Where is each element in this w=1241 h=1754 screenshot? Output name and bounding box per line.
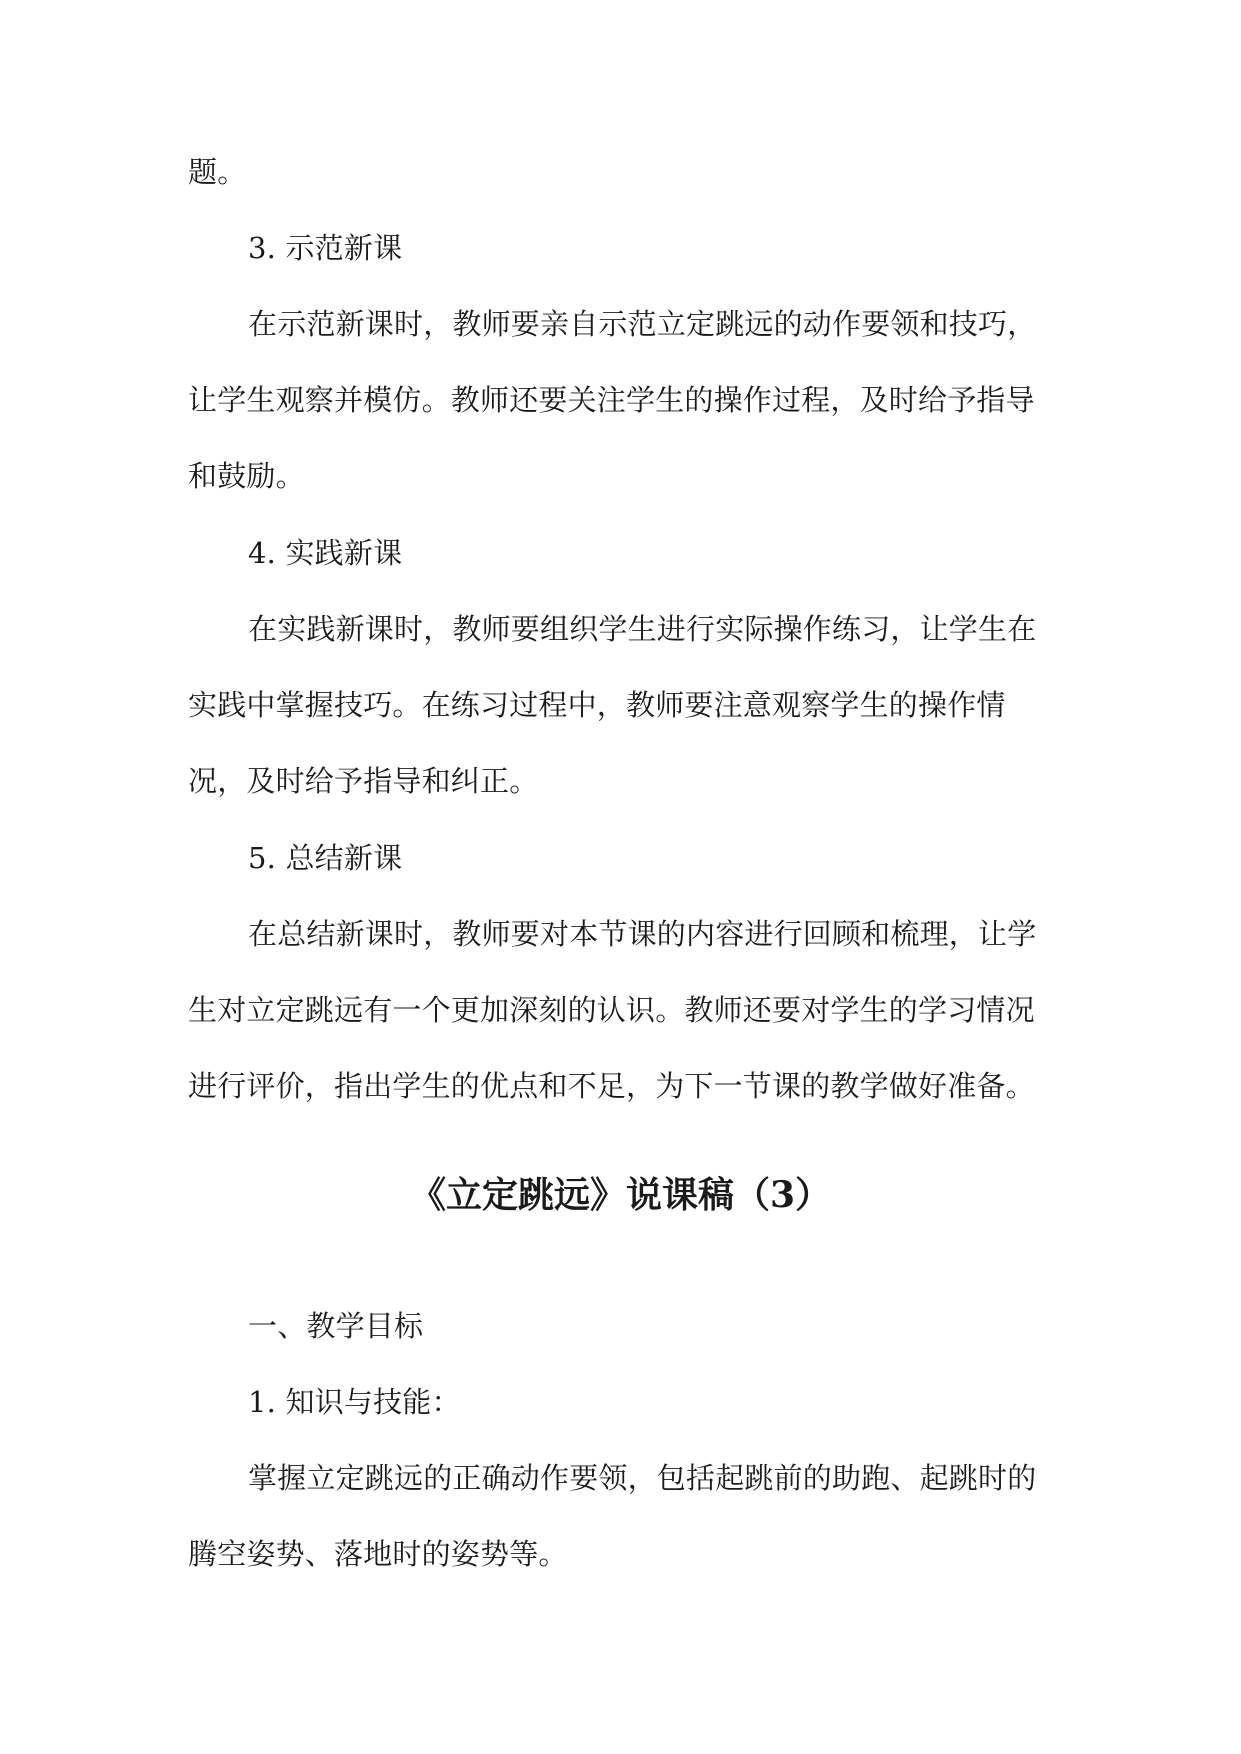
section-title: 《立定跳远》说课稿（3） <box>409 1174 832 1216</box>
paragraph-knowledge-skills: 掌握立定跳远的正确动作要领，包括起跳前的助跑、起跳时的腾空姿势、落地时的姿势等。 <box>188 1461 1037 1571</box>
paragraph-summarize-new-lesson: 在总结新课时，教师要对本节课的内容进行回顾和梳理，让学生对立定跳远有一个更加深刻的认识。教师还要对学生的学习情况进行评价，指出学生的优点和不足，为下一节课的教学做好准备。 <box>188 917 1037 1103</box>
subheading-knowledge-skills: 1. 知识与技能： <box>248 1385 461 1419</box>
subheading-summarize-new-lesson: 5. 总结新课 <box>248 841 403 875</box>
subheading-demonstrate-new-lesson: 3. 示范新课 <box>248 231 403 265</box>
heading-teaching-objectives: 一、教学目标 <box>248 1309 424 1343</box>
subheading-practice-new-lesson: 4. 实践新课 <box>248 536 403 570</box>
paragraph-practice-new-lesson: 在实践新课时，教师要组织学生进行实际操作练习，让学生在实践中掌握技巧。在练习过程中，教师要注意观察学生的操作情况，及时给予指导和纠正。 <box>188 612 1037 798</box>
paragraph-demonstrate-new-lesson: 在示范新课时，教师要亲自示范立定跳远的动作要领和技巧，让学生观察并模仿。教师还要关注学生的操作过程，及时给予指导和鼓励。 <box>188 307 1037 493</box>
paragraph-continuation: 题。 <box>188 155 247 189</box>
